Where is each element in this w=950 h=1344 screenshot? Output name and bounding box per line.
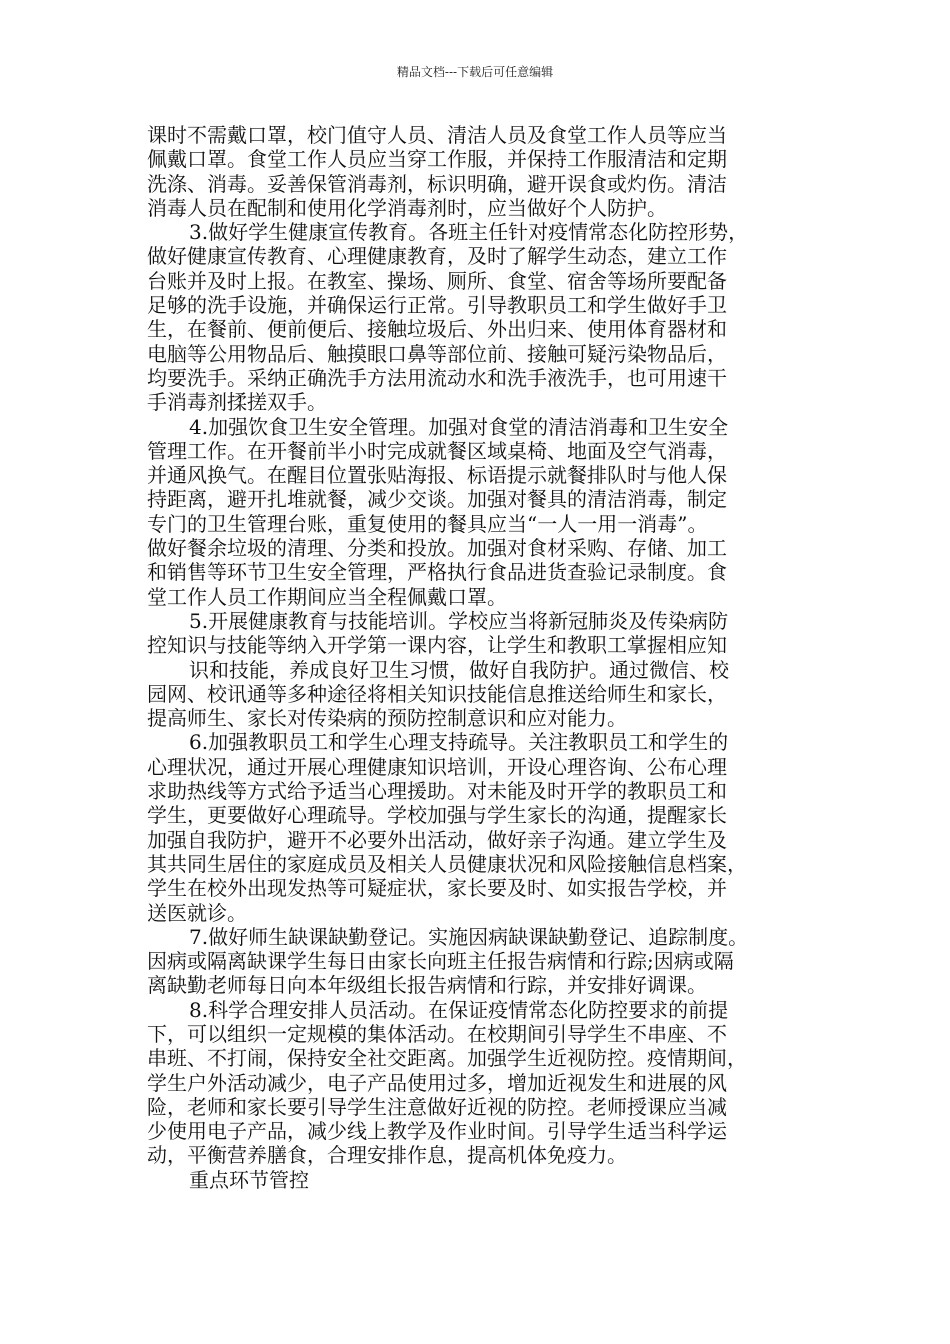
text-line: 手消毒剂揉搓双手。 [147,390,327,415]
text-line: 专门的卫生管理台账，重复使用的餐具应当“一人一用一消毒”。 [147,511,708,536]
text-line: 险，老师和家长要引导学生注意做好近视的防控。老师授课应当减 [147,1094,727,1119]
text-line: 学生户外活动减少，电子产品使用过多，增加近视发生和进展的风 [147,1070,727,1095]
text-line: 课时不需戴口罩，校门值守人员、清洁人员及食堂工作人员等应当 [147,123,727,147]
text-line: 心理状况，通过开展心理健康知识培训，开设心理咨询、公布心理 [147,754,727,779]
text-line: 做好健康宣传教育、心理健康教育，及时了解学生动态，建立工作 [147,244,727,269]
text-line: 动，平衡营养膳食，合理安排作息，提高机体免疫力。 [147,1143,627,1168]
text-line: 做好餐余垃圾的清理、分类和投放。加强对食材采购、存储、加工 [147,536,727,561]
text-line: 洗涤、消毒。妥善保管消毒剂，标识明确，避开误食或灼伤。清洁 [147,171,727,196]
text-line: 因病或隔离缺课学生每日由家长向班主任报告病情和行踪;因病或隔 [147,949,734,974]
text-line: 少使用电子产品，减少线上教学及作业时间。引导学生适当科学运 [147,1119,727,1144]
page-header: 精品文档---下载后可任意编辑 [396,65,554,79]
text-line: 3.做好学生健康宣传教育。各班主任针对疫情常态化防控形势， [189,220,749,245]
text-line: 均要洗手。采纳正确洗手方法用流动水和洗手液洗手，也可用速干 [147,365,727,390]
text-line: 7.做好师生缺课缺勤登记。实施因病缺课缺勤登记、追踪制度。 [189,924,749,949]
text-line: 佩戴口罩。食堂工作人员应当穿工作服，并保持工作服清洁和定期 [147,147,727,172]
text-line: 生，在餐前、便前便后、接触垃圾后、外出归来、使用体育器材和 [147,317,727,342]
text-line: 管理工作。在开餐前半小时完成就餐区域桌椅、地面及空气消毒， [147,438,727,463]
text-line: 提高师生、家长对传染病的预防控制意识和应对能力。 [147,706,627,731]
text-line: 下，可以组织一定规模的集体活动。在校期间引导学生不串座、不 [147,1021,727,1046]
text-line: 园网、校讯通等多种途径将相关知识技能信息推送给师生和家长， [147,681,727,706]
text-line: 持距离，避开扎堆就餐，减少交谈。加强对餐具的清洁消毒，制定 [147,487,727,512]
text-line: 重点环节管控 [189,1167,309,1192]
text-line: 和销售等环节卫生安全管理，严格执行食品进货查验记录制度。食 [147,560,727,585]
text-line: 5.开展健康教育与技能培训。学校应当将新冠肺炎及传染病防 [189,608,729,633]
text-line: 送医就诊。 [147,900,247,925]
text-line: 台账并及时上报。在教室、操场、厕所、食堂、宿舍等场所要配备 [147,268,727,293]
text-line: 8.科学合理安排人员活动。在保证疫情常态化防控要求的前提 [189,997,729,1022]
text-line: 学生，更要做好心理疏导。学校加强与学生家长的沟通，提醒家长 [147,803,727,828]
text-line: 电脑等公用物品后、触摸眼口鼻等部位前、接触可疑污染物品后， [147,341,727,366]
text-line: 加强自我防护，避开不必要外出活动，做好亲子沟通。建立学生及 [147,827,727,852]
text-line: 并通风换气。在醒目位置张贴海报、标语提示就餐排队时与他人保 [147,463,727,488]
text-line: 其共同生居住的家庭成员及相关人员健康状况和风险接触信息档案， [147,851,747,876]
text-line: 消毒人员在配制和使用化学消毒剂时，应当做好个人防护。 [147,195,667,220]
text-line: 学生在校外出现发热等可疑症状，家长要及时、如实报告学校，并 [147,876,727,901]
text-line: 4.加强饮食卫生安全管理。加强对食堂的清洁消毒和卫生安全 [189,414,729,439]
text-line: 识和技能，养成良好卫生习惯，做好自我防护。通过微信、校 [189,657,729,682]
text-line: 堂工作人员工作期间应当全程佩戴口罩。 [147,584,507,609]
text-line: 控知识与技能等纳入开学第一课内容，让学生和教职工掌握相应知 [147,633,727,658]
text-line: 串班、不打闹，保持安全社交距离。加强学生近视防控。疫情期间， [147,1046,747,1071]
text-line: 求助热线等方式给予适当心理援助。对未能及时开学的教职员工和 [147,779,727,804]
text-line: 足够的洗手设施，并确保运行正常。引导教职员工和学生做好手卫 [147,293,727,318]
text-line: 6.加强教职员工和学生心理支持疏导。关注教职员工和学生的 [189,730,729,755]
document-body [147,123,819,1192]
text-line: 离缺勤老师每日向本年级组长报告病情和行踪，并安排好调课。 [147,973,707,998]
